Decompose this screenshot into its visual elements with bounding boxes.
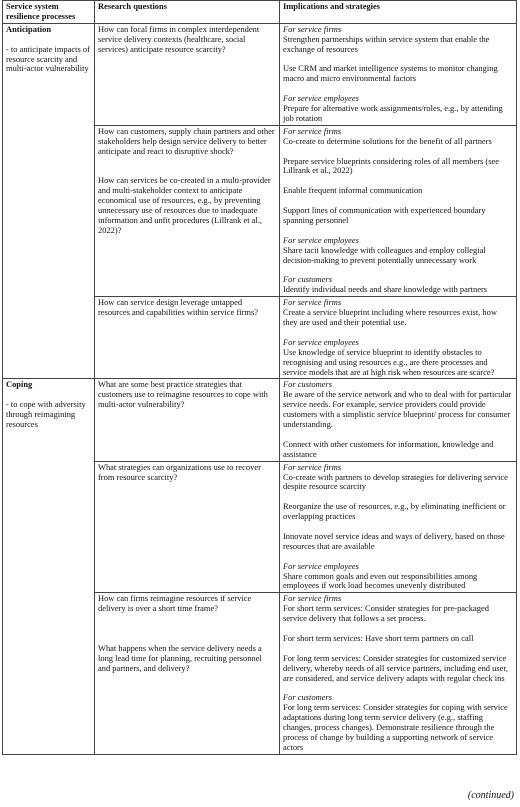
- process-title: Coping: [6, 379, 33, 390]
- question-cell: What strategies can organizations use to recover from resource scarcity?: [95, 461, 280, 593]
- implication-cell: For service firms Co-create to determine solutions for the benefit of all partners Prepare service blueprints considering roles of all members (see Lillrank et al., 2022) Enable frequent informal communication Support lines of communication with experienced boundary spanning personnel For service employees Share tacit knowledge with colleagues and employ collegial decision-making to prevent potentially unnecessary work For customers Identify individual needs and share knowledge with partners: [280, 125, 517, 296]
- process-desc: - to anticipate impacts of resource scarcity and multi-actor vulnerability: [6, 43, 90, 74]
- header-row: [3, 1, 517, 24]
- question-cell: What are some best practice strategies that customers use to reimagine resources to cope with multi-actor vulnerability?: [95, 379, 280, 461]
- page: [2, 0, 516, 755]
- continued-note: (continued): [467, 790, 514, 801]
- table-row: [3, 379, 517, 461]
- process-title: Anticipation: [6, 23, 52, 34]
- process-cell-coping: [3, 379, 95, 754]
- resilience-table: [2, 0, 517, 755]
- implication-cell: For service firms Create a service blueprint including where resources exist, how they are used and their potential use. For service employees Use knowledge of service blueprint to identify obstacles to recognising and using resources e.g., are there processes and service models that are at high risk when resources are scarce?: [280, 297, 517, 379]
- implication-cell: For service firms For short term services: Consider strategies for pre-packaged service delivery that follows a set process. For short term services: Have short term partners on call For long term services: Consider strategies for customized service delivery, whereby needs of all service partners, including end user, are considered, and service delivery adapts with regular check ins For customers For long term services: Consider strategies for coping with service adaptations during long term service delivery (e.g., staffing changes, process changes). Demonstrate resilience through the process of change by building a supporting network of service actors: [280, 593, 517, 754]
- table-row: [3, 23, 517, 125]
- question-cell: How can customers, supply chain partners and other stakeholders help design service delivery to better anticipate and react to disruptive shock? How can services be co-created in a multi-provider and multi-stakeholder context to anticipate economical use of resources, e.g., by preventing unnecessary use of resources due to inadequate information and unfit procedures (Lillrank et al., 2022)?: [95, 125, 280, 296]
- header-questions: Research questions: [95, 1, 280, 24]
- header-processes: Service system resilience processes: [3, 1, 95, 24]
- implication-cell: For service firms Co-create with partners to develop strategies for delivering service despite resource scarcity Reorganize the use of resources, e.g., by eliminating inefficient or overlapping practices Innovate novel service ideas and ways of delivery, based on those resources that are available For service employees Share common goals and even out responsibilities among employees if work load becomes unevenly distributed: [280, 461, 517, 593]
- question-cell: How can firms reimagine resources if service delivery is over a short time frame? What happens when the service delivery needs a long lead time for planning, recruiting personnel and partners, and delivery?: [95, 593, 280, 754]
- process-cell-anticipation: [3, 23, 95, 379]
- implication-cell: For customers Be aware of the service network and who to deal with for particular service needs. For example, service providers could provide customers with a simplistic service blueprint/ process for consumer understanding. Connect with other customers for information, knowledge and assistance: [280, 379, 517, 461]
- process-desc: - to cope with adversity through reimagining resources: [6, 399, 86, 430]
- header-implications: Implications and strategies: [280, 1, 517, 24]
- question-cell: How can focal firms in complex interdependent service delivery contexts (healthcare, social services) anticipate resource scarcity?: [95, 23, 280, 125]
- implication-cell: For service firms Strengthen partnerships within service system that enable the exchange of resources Use CRM and market intelligence systems to monitor changing macro and micro environmental factors For service employees Prepare for alternative work assignments/roles, e.g., by attending job rotation: [280, 23, 517, 125]
- question-cell: How can service design leverage untapped resources and capabilities within service firms?: [95, 297, 280, 379]
